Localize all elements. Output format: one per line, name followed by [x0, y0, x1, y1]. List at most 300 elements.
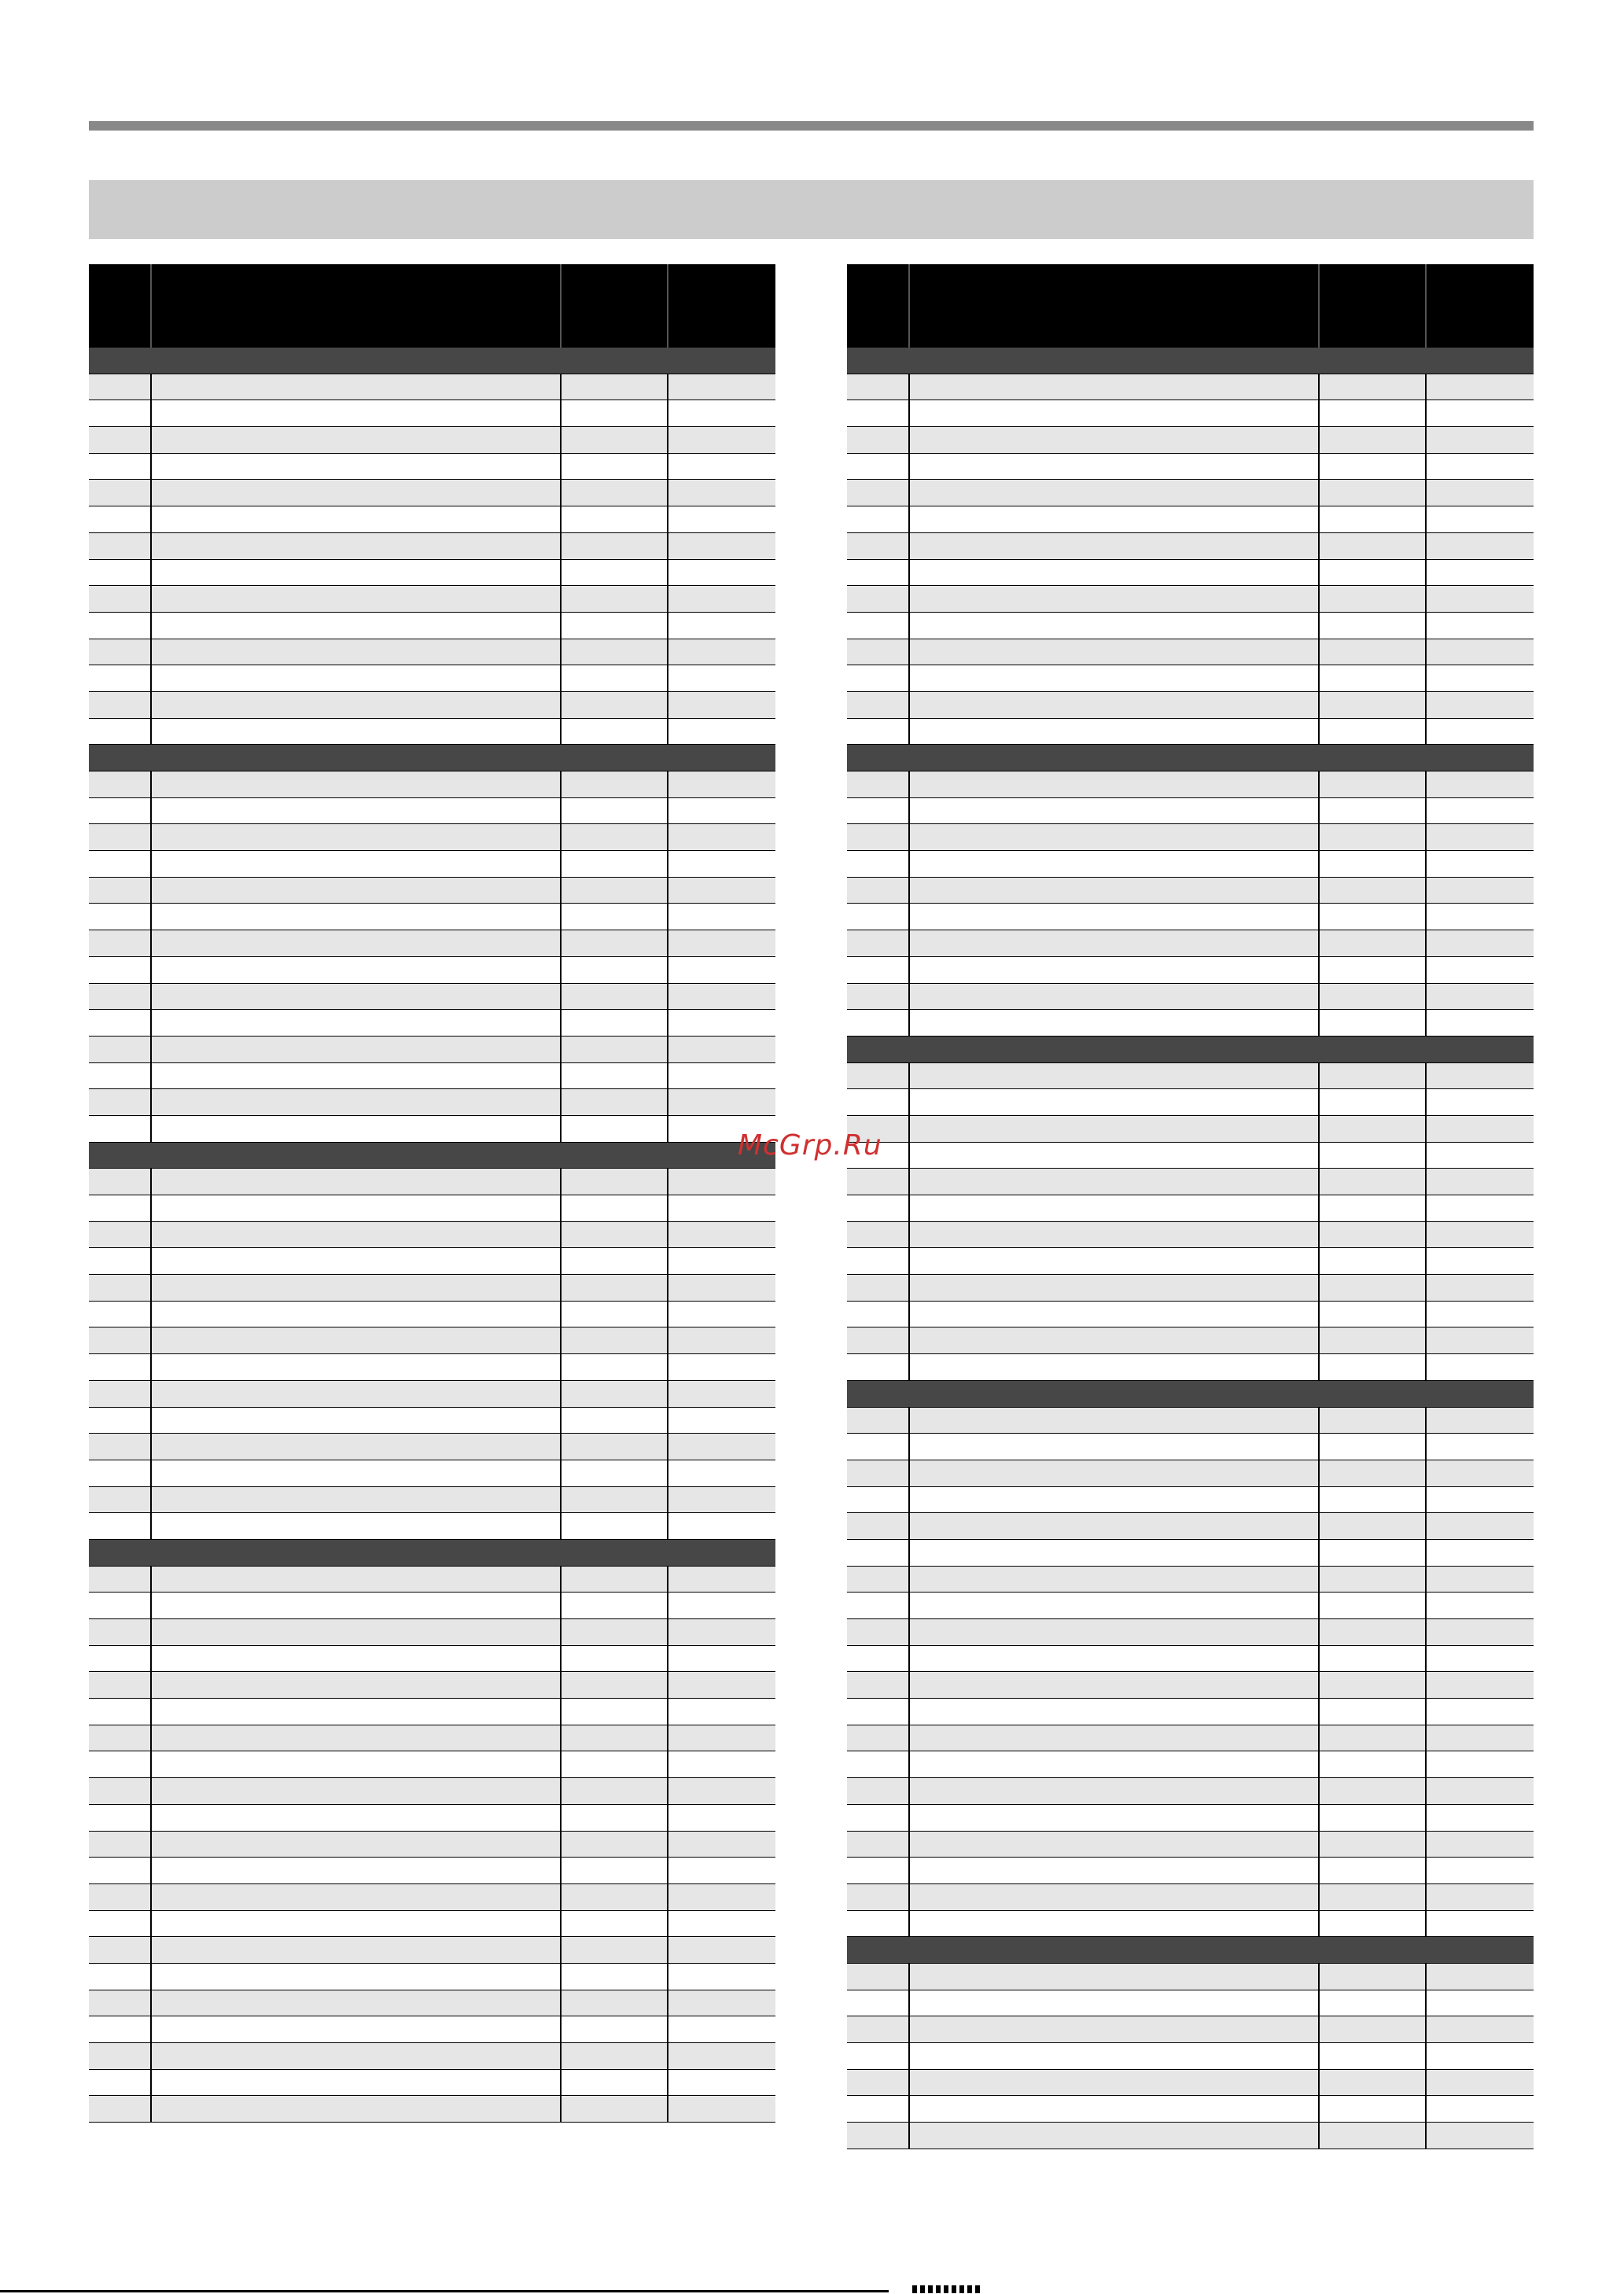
table-cell-1: [89, 2043, 152, 2069]
table-cell-1: [89, 1725, 152, 1751]
table-cell-2: [910, 374, 1320, 400]
table-cell-4: [668, 613, 775, 639]
table-cell-2: [910, 771, 1320, 797]
table-row: [847, 1408, 1534, 1434]
table-cell-4: [1427, 904, 1534, 930]
table-cell-1: [89, 771, 152, 797]
table-cell-1: [89, 400, 152, 426]
table-cell-3: [562, 1832, 668, 1858]
table-cell-1: [847, 480, 910, 506]
table-cell-2: [910, 1990, 1320, 2016]
table-cell-4: [1427, 1063, 1534, 1089]
table-cell-1: [847, 1805, 910, 1831]
table-row: [847, 1751, 1534, 1778]
table-row: [89, 1089, 775, 1116]
table-cell-2: [910, 1248, 1320, 1274]
table-cell-1: [89, 533, 152, 559]
table-row: [847, 984, 1534, 1011]
table-cell-1: [847, 1911, 910, 1937]
table-row: [89, 1990, 775, 2017]
table-cell-1: [847, 665, 910, 691]
table-row: [847, 1699, 1534, 1725]
table-cell-4: [1427, 1751, 1534, 1777]
table-row: [847, 1911, 1534, 1938]
table-cell-3: [1320, 904, 1427, 930]
table-cell-1: [847, 1725, 910, 1751]
table-cell-3: [1320, 1964, 1427, 1990]
table-row: [847, 1619, 1534, 1646]
table-cell-1: [847, 1990, 910, 2016]
table-row: [89, 639, 775, 666]
table-cell-3: [562, 851, 668, 877]
bottom-mark: [912, 2285, 983, 2293]
table-cell-2: [152, 798, 562, 824]
header-cell-3: [1320, 264, 1427, 348]
table-cell-2: [910, 1143, 1320, 1169]
table-cell-4: [1427, 851, 1534, 877]
table-row: [847, 1567, 1534, 1593]
table-row: [89, 1248, 775, 1275]
table-cell-1: [89, 1381, 152, 1407]
table-cell-1: [847, 560, 910, 586]
table-cell-2: [152, 454, 562, 480]
table-cell-3: [1320, 1593, 1427, 1618]
table-cell-4: [668, 1195, 775, 1221]
table-cell-4: [668, 1858, 775, 1883]
table-cell-1: [89, 878, 152, 904]
table-row: [89, 851, 775, 878]
table-cell-4: [1427, 400, 1534, 426]
table-cell-4: [668, 1990, 775, 2016]
table-cell-1: [89, 480, 152, 506]
table-cell-2: [152, 878, 562, 904]
table-cell-1: [89, 427, 152, 453]
table-cell-2: [152, 1487, 562, 1513]
table-cell-2: [152, 2016, 562, 2042]
table-row: [89, 824, 775, 851]
table-cell-3: [1320, 1116, 1427, 1142]
table-row: [89, 1619, 775, 1646]
table-cell-4: [668, 1460, 775, 1486]
table-cell-3: [1320, 427, 1427, 453]
table-cell-4: [1427, 798, 1534, 824]
table-cell-3: [562, 1327, 668, 1353]
table-cell-1: [847, 957, 910, 983]
left-table: [89, 264, 775, 2123]
table-cell-2: [152, 480, 562, 506]
table-cell-2: [152, 1805, 562, 1831]
header-cell-1: [847, 264, 910, 348]
table-cell-4: [1427, 1302, 1534, 1327]
header-cell-2: [152, 264, 562, 348]
table-row: [847, 851, 1534, 878]
table-cell-1: [89, 1063, 152, 1089]
header-cell-1: [89, 264, 152, 348]
table-cell-4: [668, 1751, 775, 1777]
table-cell-4: [668, 1037, 775, 1062]
table-row: [847, 560, 1534, 587]
table-cell-3: [1320, 400, 1427, 426]
table-cell-1: [89, 1513, 152, 1539]
table-row: [89, 1381, 775, 1408]
table-cell-4: [1427, 771, 1534, 797]
table-cell-2: [152, 930, 562, 956]
table-row: [89, 2096, 775, 2123]
table-cell-1: [847, 1460, 910, 1486]
table-cell-1: [847, 533, 910, 559]
table-cell-2: [152, 1832, 562, 1858]
table-cell-1: [89, 1302, 152, 1327]
table-row: [847, 1832, 1534, 1858]
table-cell-4: [1427, 878, 1534, 904]
table-cell-3: [1320, 1248, 1427, 1274]
table-cell-1: [847, 692, 910, 718]
table-cell-3: [562, 1037, 668, 1062]
table-cell-1: [847, 719, 910, 745]
table-cell-1: [89, 1567, 152, 1593]
table-cell-1: [89, 1751, 152, 1777]
table-cell-2: [910, 454, 1320, 480]
table-cell-2: [152, 533, 562, 559]
table-cell-2: [152, 1725, 562, 1751]
table-row: [847, 665, 1534, 692]
table-cell-1: [847, 374, 910, 400]
table-row: [847, 1513, 1534, 1540]
table-cell-4: [668, 878, 775, 904]
table-cell-1: [89, 665, 152, 691]
table-cell-2: [910, 480, 1320, 506]
table-cell-3: [1320, 560, 1427, 586]
table-cell-3: [562, 771, 668, 797]
table-row: [89, 1302, 775, 1328]
table-cell-4: [1427, 374, 1534, 400]
table-row: [847, 824, 1534, 851]
table-row: [847, 1540, 1534, 1567]
table-cell-4: [668, 560, 775, 586]
table-cell-2: [152, 1037, 562, 1062]
table-cell-3: [562, 1354, 668, 1380]
table-cell-3: [562, 824, 668, 850]
table-cell-2: [152, 1248, 562, 1274]
table-body: [847, 348, 1534, 2149]
header-cell-3: [562, 264, 668, 348]
table-cell-2: [910, 851, 1320, 877]
table-cell-4: [668, 2043, 775, 2069]
table-cell-3: [1320, 957, 1427, 983]
section-header: [847, 1937, 1534, 1964]
table-cell-4: [668, 1327, 775, 1353]
table-cell-4: [668, 1832, 775, 1858]
table-cell-2: [152, 665, 562, 691]
table-cell-2: [910, 2123, 1320, 2149]
table-cell-3: [1320, 1408, 1427, 1434]
table-cell-3: [562, 692, 668, 718]
table-row: [847, 2016, 1534, 2043]
table-cell-1: [89, 586, 152, 612]
table-cell-2: [910, 560, 1320, 586]
table-cell-1: [89, 560, 152, 586]
table-cell-1: [847, 851, 910, 877]
table-cell-1: [847, 2043, 910, 2069]
table-cell-2: [910, 824, 1320, 850]
table-cell-4: [668, 586, 775, 612]
table-row: [847, 1593, 1534, 1619]
table-header: [89, 264, 775, 348]
table-cell-1: [89, 1408, 152, 1434]
table-cell-4: [1427, 2096, 1534, 2122]
table-cell-3: [562, 1169, 668, 1195]
right-table: [847, 264, 1534, 2149]
section-header: [89, 745, 775, 771]
table-cell-1: [89, 719, 152, 745]
table-cell-4: [668, 1567, 775, 1593]
table-cell-2: [152, 1381, 562, 1407]
table-cell-3: [562, 480, 668, 506]
table-cell-4: [668, 400, 775, 426]
table-cell-3: [562, 1063, 668, 1089]
table-row: [847, 1143, 1534, 1169]
table-cell-1: [847, 1699, 910, 1725]
table-cell-1: [847, 798, 910, 824]
table-cell-2: [910, 1567, 1320, 1593]
table-cell-2: [910, 1672, 1320, 1698]
table-cell-3: [562, 586, 668, 612]
table-cell-3: [562, 1010, 668, 1036]
table-cell-4: [668, 957, 775, 983]
table-cell-4: [1427, 1699, 1534, 1725]
table-cell-2: [152, 400, 562, 426]
table-row: [847, 692, 1534, 719]
table-cell-1: [847, 824, 910, 850]
table-cell-2: [910, 427, 1320, 453]
table-cell-1: [847, 1778, 910, 1804]
table-cell-2: [910, 1884, 1320, 1910]
table-cell-2: [152, 1911, 562, 1937]
table-row: [847, 904, 1534, 930]
table-cell-1: [847, 1408, 910, 1434]
table-cell-4: [668, 851, 775, 877]
table-cell-3: [1320, 2016, 1427, 2042]
table-cell-1: [847, 586, 910, 612]
table-row: [847, 1778, 1534, 1805]
section-header: [89, 1143, 775, 1169]
table-cell-4: [1427, 1327, 1534, 1353]
table-cell-1: [89, 1327, 152, 1353]
table-cell-2: [152, 639, 562, 665]
table-cell-3: [1320, 1540, 1427, 1566]
table-cell-4: [1427, 1408, 1534, 1434]
table-cell-2: [910, 1646, 1320, 1672]
table-cell-1: [847, 2096, 910, 2122]
table-row: [847, 480, 1534, 506]
table-cell-2: [910, 1858, 1320, 1883]
table-cell-2: [910, 1619, 1320, 1645]
table-cell-3: [1320, 1751, 1427, 1777]
table-row: [847, 1964, 1534, 1990]
table-cell-1: [89, 1964, 152, 1990]
table-cell-4: [1427, 1646, 1534, 1672]
table-row: [89, 1884, 775, 1911]
table-cell-3: [562, 1672, 668, 1698]
table-cell-2: [910, 2096, 1320, 2122]
table-cell-3: [562, 1222, 668, 1248]
table-cell-3: [562, 1619, 668, 1645]
table-cell-3: [562, 560, 668, 586]
table-cell-1: [847, 1010, 910, 1036]
table-cell-3: [1320, 771, 1427, 797]
table-cell-4: [1427, 1434, 1534, 1460]
watermark: McGrp.Ru: [738, 1129, 882, 1162]
table-cell-3: [562, 1434, 668, 1460]
table-row: [89, 613, 775, 639]
table-cell-4: [1427, 1672, 1534, 1698]
table-cell-1: [89, 798, 152, 824]
table-cell-2: [910, 1460, 1320, 1486]
table-row: [89, 1699, 775, 1725]
table-cell-1: [89, 1646, 152, 1672]
table-cell-4: [1427, 454, 1534, 480]
table-cell-4: [1427, 1010, 1534, 1036]
table-row: [847, 1169, 1534, 1195]
table-row: [847, 1725, 1534, 1752]
table-cell-4: [668, 1778, 775, 1804]
table-cell-1: [847, 1248, 910, 1274]
table-cell-3: [562, 1381, 668, 1407]
table-cell-4: [668, 1302, 775, 1327]
table-cell-3: [562, 1646, 668, 1672]
table-cell-4: [1427, 1116, 1534, 1142]
table-cell-1: [89, 1672, 152, 1698]
section-header: [89, 348, 775, 374]
table-cell-1: [89, 1593, 152, 1618]
table-cell-1: [89, 1169, 152, 1195]
table-row: [89, 1434, 775, 1460]
table-cell-2: [152, 1751, 562, 1777]
table-cell-3: [1320, 2096, 1427, 2122]
table-cell-3: [1320, 1487, 1427, 1513]
table-cell-2: [152, 1434, 562, 1460]
table-cell-3: [1320, 1434, 1427, 1460]
table-cell-3: [1320, 719, 1427, 745]
table-cell-1: [89, 851, 152, 877]
table-cell-3: [1320, 1143, 1427, 1169]
table-cell-3: [1320, 1195, 1427, 1221]
table-cell-3: [1320, 1884, 1427, 1910]
table-row: [89, 665, 775, 692]
table-cell-4: [1427, 533, 1534, 559]
table-cell-2: [910, 1169, 1320, 1195]
table-cell-2: [910, 878, 1320, 904]
table-row: [89, 1646, 775, 1673]
table-cell-3: [562, 930, 668, 956]
table-cell-4: [1427, 480, 1534, 506]
table-cell-2: [152, 984, 562, 1010]
table-row: [89, 1805, 775, 1832]
table-row: [847, 878, 1534, 904]
table-cell-4: [668, 1593, 775, 1618]
table-cell-1: [89, 824, 152, 850]
table-cell-3: [1320, 1858, 1427, 1883]
table-cell-2: [910, 400, 1320, 426]
table-cell-1: [847, 1275, 910, 1301]
table-cell-4: [1427, 1778, 1534, 1804]
table-cell-3: [562, 506, 668, 532]
table-cell-3: [1320, 533, 1427, 559]
table-row: [89, 771, 775, 798]
table-cell-4: [668, 1619, 775, 1645]
table-row: [847, 1195, 1534, 1222]
table-cell-1: [89, 639, 152, 665]
table-cell-1: [89, 1990, 152, 2016]
table-cell-4: [668, 1699, 775, 1725]
table-cell-2: [910, 2016, 1320, 2042]
table-cell-4: [1427, 1567, 1534, 1593]
table-cell-3: [1320, 1275, 1427, 1301]
table-cell-3: [1320, 1513, 1427, 1539]
table-cell-2: [910, 1063, 1320, 1089]
table-cell-1: [89, 1778, 152, 1804]
table-cell-4: [668, 1964, 775, 1990]
table-cell-2: [152, 2043, 562, 2069]
table-cell-4: [668, 1884, 775, 1910]
table-row: [89, 1937, 775, 1964]
header-cell-4: [668, 264, 775, 348]
table-cell-2: [152, 1937, 562, 1963]
table-row: [847, 1222, 1534, 1249]
section-header: [89, 1540, 775, 1567]
table-cell-1: [89, 454, 152, 480]
table-cell-2: [910, 1408, 1320, 1434]
table-cell-4: [668, 2096, 775, 2122]
table-cell-1: [847, 1832, 910, 1858]
table-cell-3: [1320, 1063, 1427, 1089]
table-cell-3: [1320, 1089, 1427, 1115]
table-row: [847, 400, 1534, 427]
table-cell-3: [1320, 1646, 1427, 1672]
table-cell-1: [89, 692, 152, 718]
table-row: [89, 1195, 775, 1222]
table-cell-4: [668, 984, 775, 1010]
table-cell-1: [847, 1884, 910, 1910]
table-row: [847, 2043, 1534, 2070]
table-row: [847, 771, 1534, 798]
table-cell-1: [89, 1858, 152, 1883]
table-cell-3: [562, 1858, 668, 1883]
table-row: [847, 374, 1534, 401]
table-cell-1: [89, 1275, 152, 1301]
table-cell-3: [1320, 1460, 1427, 1486]
table-row: [847, 957, 1534, 984]
table-cell-3: [1320, 480, 1427, 506]
table-cell-4: [1427, 1884, 1534, 1910]
table-cell-4: [668, 374, 775, 400]
table-row: [89, 1725, 775, 1752]
table-cell-1: [89, 374, 152, 400]
table-row: [847, 1010, 1534, 1037]
table-cell-4: [668, 427, 775, 453]
table-cell-2: [152, 613, 562, 639]
table-row: [847, 1884, 1534, 1911]
table-cell-3: [562, 665, 668, 691]
table-cell-3: [1320, 878, 1427, 904]
table-cell-4: [1427, 2043, 1534, 2069]
table-cell-4: [1427, 1195, 1534, 1221]
table-row: [89, 427, 775, 454]
table-cell-1: [89, 1460, 152, 1486]
table-row: [89, 586, 775, 613]
table-cell-4: [1427, 1832, 1534, 1858]
table-cell-2: [910, 930, 1320, 956]
